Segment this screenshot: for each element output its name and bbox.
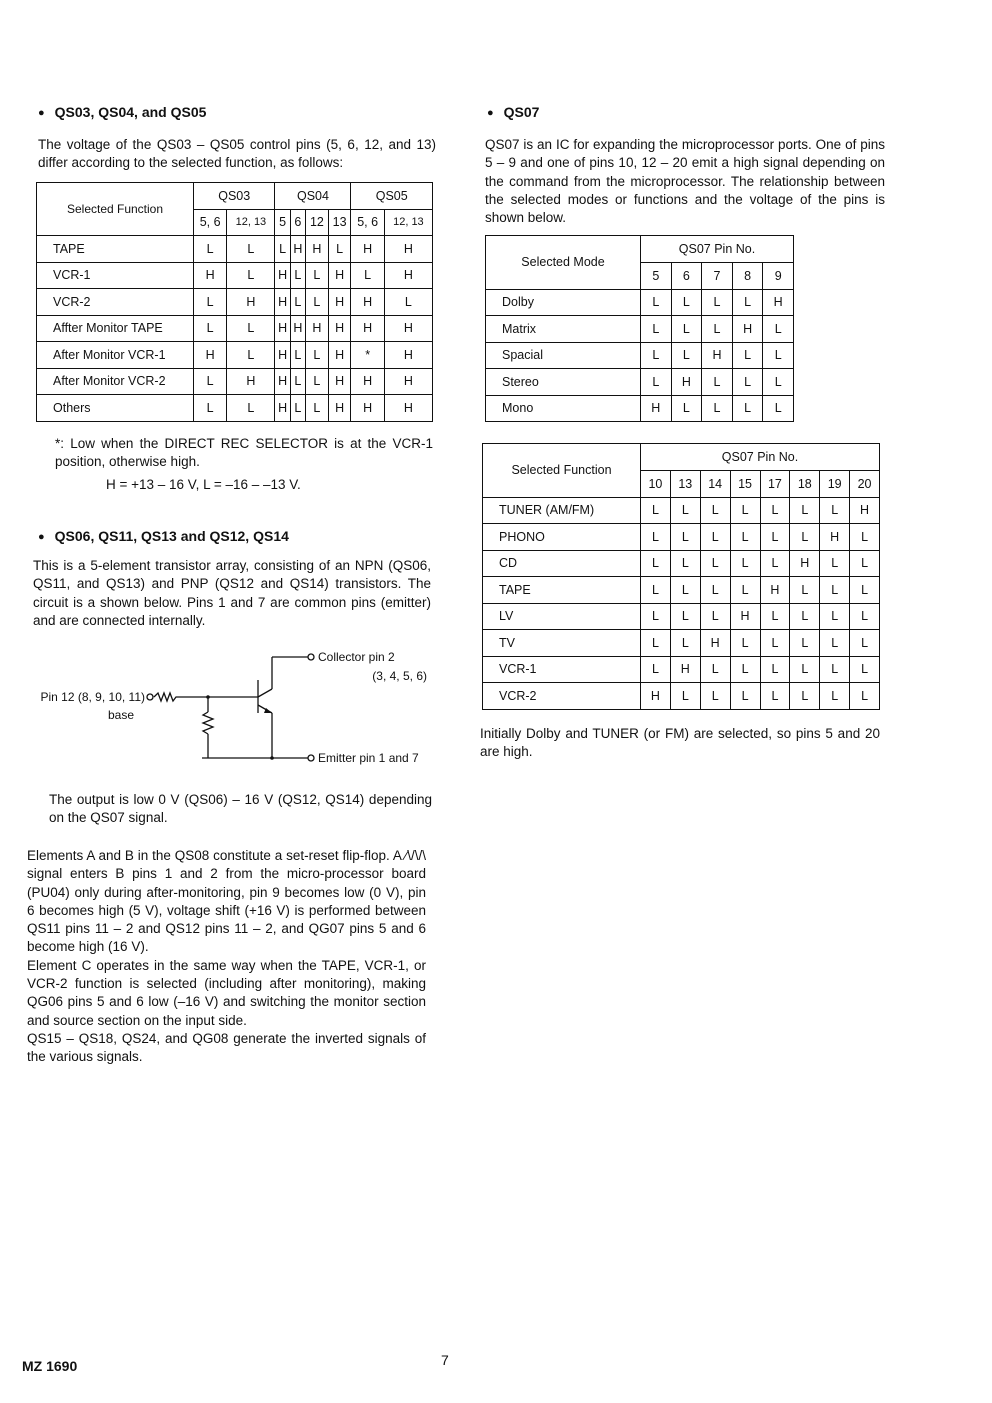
pin-header: 12, 13 <box>227 209 275 236</box>
table-row <box>483 683 880 710</box>
table-row <box>483 524 880 551</box>
row-label: LV <box>483 603 641 630</box>
table-cell: L <box>227 236 275 263</box>
table-cell: L <box>670 577 700 604</box>
table-cell: H <box>328 315 351 342</box>
base-label: base <box>108 708 135 722</box>
table-cell: L <box>384 289 432 316</box>
table-cell: L <box>641 550 671 577</box>
table-cell: L <box>790 577 820 604</box>
table-cell: L <box>328 236 351 263</box>
table-row <box>486 289 794 316</box>
table-cell: * <box>351 342 384 369</box>
note-voltage-levels: H = +13 – 16 V, L = –16 – –13 V. <box>106 477 301 492</box>
table-cell: L <box>820 656 850 683</box>
pin-header: 12, 13 <box>384 209 432 236</box>
table-row <box>37 236 433 263</box>
table-cell: H <box>702 342 733 369</box>
row-label: PHONO <box>483 524 641 551</box>
table-cell: H <box>351 236 384 263</box>
table-cell: L <box>790 683 820 710</box>
table-cell: H <box>290 315 305 342</box>
table-cell: L <box>702 395 733 422</box>
table-cell: L <box>732 289 763 316</box>
pin-header: 19 <box>820 471 850 498</box>
table-cell: L <box>194 315 227 342</box>
row-label: Dolby <box>486 289 641 316</box>
pin-header: 10 <box>641 471 671 498</box>
table-cell: L <box>790 524 820 551</box>
table-cell: L <box>641 316 672 343</box>
pin-header: 7 <box>702 263 733 290</box>
row-label: VCR-1 <box>483 656 641 683</box>
table-cell: L <box>820 577 850 604</box>
table-cell: L <box>194 289 227 316</box>
table-cell: L <box>732 369 763 396</box>
table-row <box>483 656 880 683</box>
row-label: VCR-2 <box>483 683 641 710</box>
table-cell: L <box>850 683 880 710</box>
table-cell: H <box>351 315 384 342</box>
row-label: Mono <box>486 395 641 422</box>
table-cell: L <box>790 497 820 524</box>
table-cell: L <box>730 683 760 710</box>
table-cell: L <box>730 550 760 577</box>
table-cell: L <box>763 342 794 369</box>
intro-qs07: QS07 is an IC for expanding the microprocessor ports. One of pins 5 – 9 and one of pins 10, 12 – 20 emit a high signal depending on the command from the microprocessor. The relationship between the selected modes or functions and the voltage of the pins is shown below. <box>485 137 885 226</box>
table-cell: H <box>275 342 290 369</box>
table-cell: L <box>275 236 290 263</box>
table-cell: L <box>670 603 700 630</box>
table-cell: L <box>641 289 672 316</box>
pin-header: 20 <box>850 471 880 498</box>
row-label: VCR-1 <box>37 262 194 289</box>
pin-header: 5 <box>275 209 290 236</box>
table-cell: L <box>700 550 730 577</box>
pin-header: 15 <box>730 471 760 498</box>
pin-header: 6 <box>290 209 305 236</box>
table-row <box>37 342 433 369</box>
model-number: MZ 1690 <box>22 1358 78 1374</box>
row-label: TAPE <box>483 577 641 604</box>
table-cell: H <box>227 289 275 316</box>
table-cell: L <box>820 603 850 630</box>
row-label: TAPE <box>37 236 194 263</box>
table-row <box>37 262 433 289</box>
table-cell: H <box>194 262 227 289</box>
table-cell: L <box>763 316 794 343</box>
pin-header: 5, 6 <box>194 209 227 236</box>
table-cell: H <box>290 236 305 263</box>
table-cell: L <box>351 262 384 289</box>
table-cell: L <box>641 630 671 657</box>
pin-header: 9 <box>763 263 794 290</box>
table-cell: H <box>641 683 671 710</box>
table-cell: H <box>328 395 351 422</box>
table-cell: L <box>730 524 760 551</box>
table-cell: L <box>820 683 850 710</box>
pin-header: 5, 6 <box>351 209 384 236</box>
table-cell: L <box>671 342 702 369</box>
table-cell: L <box>290 395 305 422</box>
table-row <box>486 342 794 369</box>
table-cell: L <box>700 577 730 604</box>
table-row <box>486 369 794 396</box>
table-cell: L <box>227 262 275 289</box>
table-cell: L <box>641 342 672 369</box>
table-cell: L <box>702 316 733 343</box>
table-cell: H <box>730 603 760 630</box>
table-cell: L <box>227 342 275 369</box>
table-cell: L <box>763 395 794 422</box>
table-cell: L <box>730 577 760 604</box>
section-heading-qs07: ● QS07 <box>487 104 539 120</box>
table-cell: L <box>850 550 880 577</box>
table-cell: H <box>351 289 384 316</box>
row-label: Spacial <box>486 342 641 369</box>
table-cell: L <box>671 289 702 316</box>
table-cell: L <box>763 369 794 396</box>
table-cell: H <box>328 289 351 316</box>
page-number: 7 <box>441 1352 449 1368</box>
table-cell: H <box>700 630 730 657</box>
table-cell: L <box>290 342 305 369</box>
table-cell: H <box>306 236 329 263</box>
row-label: Stereo <box>486 369 641 396</box>
table-row <box>483 577 880 604</box>
table-cell: L <box>702 289 733 316</box>
table-cell: L <box>730 630 760 657</box>
table-row <box>483 603 880 630</box>
table-cell: H <box>384 395 432 422</box>
table-cell: L <box>306 289 329 316</box>
table-cell: H <box>275 368 290 395</box>
table-cell: L <box>670 550 700 577</box>
pin-header: 13 <box>670 471 700 498</box>
qs07-function-table <box>482 443 880 710</box>
table-cell: L <box>820 497 850 524</box>
table-cell: L <box>850 603 880 630</box>
table-cell: L <box>641 497 671 524</box>
table-cell: H <box>328 368 351 395</box>
group-header: QS07 Pin No. <box>641 236 794 263</box>
pin-header: 6 <box>671 263 702 290</box>
table-cell: H <box>351 368 384 395</box>
row-label: TV <box>483 630 641 657</box>
table-cell: L <box>641 524 671 551</box>
table-cell: L <box>290 368 305 395</box>
table-cell: L <box>790 603 820 630</box>
table-row <box>486 395 794 422</box>
table-cell: L <box>820 630 850 657</box>
row-label: CD <box>483 550 641 577</box>
qs03-qs05-function-table <box>36 182 433 422</box>
table-row <box>486 316 794 343</box>
table-cell: L <box>850 656 880 683</box>
table-cell: L <box>290 262 305 289</box>
table-cell: L <box>700 497 730 524</box>
table-cell: L <box>730 497 760 524</box>
note-direct-rec: *: Low when the DIRECT REC SELECTOR is at the VCR-1 position, otherwise high. <box>55 436 433 470</box>
table-cell: H <box>328 342 351 369</box>
collector-pins-label: (3, 4, 5, 6) <box>372 669 427 683</box>
intro-transistor-array: This is a 5-element transistor array, consisting of an NPN (QS06, QS11, and QS13) and PNP (QS12 and QS14) transistors. The circuit is a shown below. Pins 1 and 7 are common pins (emitter) and are connected internally. <box>33 558 431 628</box>
table-corner: Selected Function <box>37 183 194 236</box>
row-label: After Monitor VCR-1 <box>37 342 194 369</box>
table-cell: H <box>763 289 794 316</box>
table-cell: L <box>670 524 700 551</box>
table-cell: L <box>700 683 730 710</box>
table-cell: L <box>227 395 275 422</box>
group-header: QS04 <box>275 183 351 210</box>
table-cell: H <box>384 368 432 395</box>
table-cell: L <box>700 524 730 551</box>
table-cell: L <box>850 630 880 657</box>
group-header: QS05 <box>351 183 433 210</box>
output-description: The output is low 0 V (QS06) – 16 V (QS12, QS14) depending on the QS07 signal. <box>49 792 432 826</box>
table-cell: H <box>275 395 290 422</box>
table-cell: H <box>820 524 850 551</box>
table-row <box>37 395 433 422</box>
table-cell: L <box>760 550 790 577</box>
table-cell: H <box>351 395 384 422</box>
table-row <box>37 368 433 395</box>
table-cell: H <box>384 236 432 263</box>
emitter-label: Emitter pin 1 and 7 <box>318 751 419 765</box>
table-row <box>483 497 880 524</box>
table-cell: H <box>671 369 702 396</box>
table-row <box>37 289 433 316</box>
table-row <box>37 315 433 342</box>
table-cell: L <box>641 369 672 396</box>
table-cell: L <box>671 316 702 343</box>
table-corner: Selected Mode <box>486 236 641 290</box>
table-cell: H <box>384 315 432 342</box>
body-text-block <box>27 847 426 1067</box>
section-heading-qs06-qs14: ● QS06, QS11, QS13 and QS12, QS14 <box>38 528 289 544</box>
pin-header: 17 <box>760 471 790 498</box>
transistor-circuit-diagram <box>18 640 448 775</box>
table-cell: L <box>306 342 329 369</box>
table-cell: L <box>641 603 671 630</box>
table-cell: L <box>732 342 763 369</box>
table-cell: L <box>641 577 671 604</box>
table-cell: H <box>275 289 290 316</box>
table-cell: H <box>194 342 227 369</box>
pin-header: 12 <box>306 209 329 236</box>
table-cell: L <box>850 524 880 551</box>
qs07-mode-table <box>485 235 794 422</box>
row-label: Affter Monitor TAPE <box>37 315 194 342</box>
table-cell: L <box>670 683 700 710</box>
collector-label: Collector pin 2 <box>318 650 395 664</box>
table-cell: H <box>275 262 290 289</box>
table-cell: H <box>384 342 432 369</box>
table-cell: L <box>194 395 227 422</box>
initial-selection-note: Initially Dolby and TUNER (or FM) are selected, so pins 5 and 20 are high. <box>480 726 880 760</box>
table-corner: Selected Function <box>483 444 641 498</box>
row-label: TUNER (AM/FM) <box>483 497 641 524</box>
row-label: VCR-2 <box>37 289 194 316</box>
table-cell: L <box>730 656 760 683</box>
table-cell: L <box>306 395 329 422</box>
intro-qs03-qs05: The voltage of the QS03 – QS05 control pins (5, 6, 12, and 13) differ according to the selected function, as follows: <box>38 137 436 171</box>
row-label: After Monitor VCR-2 <box>37 368 194 395</box>
table-cell: L <box>760 683 790 710</box>
row-label: Others <box>37 395 194 422</box>
table-cell: L <box>760 603 790 630</box>
table-cell: L <box>760 630 790 657</box>
table-cell: L <box>760 656 790 683</box>
table-cell: L <box>290 289 305 316</box>
table-cell: L <box>790 630 820 657</box>
table-cell: H <box>227 368 275 395</box>
pin-header: 14 <box>700 471 730 498</box>
paragraph-inverted-signals: QS15 – QS18, QS24, and QG08 generate the inverted signals of the various signals. <box>27 1030 426 1065</box>
table-cell: H <box>306 315 329 342</box>
table-cell: L <box>790 656 820 683</box>
table-cell: L <box>194 236 227 263</box>
pin-header: 18 <box>790 471 820 498</box>
table-cell: L <box>641 656 671 683</box>
pin-header: 13 <box>328 209 351 236</box>
table-cell: L <box>700 603 730 630</box>
table-cell: H <box>328 262 351 289</box>
paragraph-element-c: Element C operates in the same way when the TAPE, VCR-1, or VCR-2 function is selected (including after monitoring), making QG06 pins 5 and 6 low (–16 V) and switching the monitor section and source section on the input side. <box>27 957 426 1028</box>
paragraph-flip-flop: Elements A and B in the QS08 constitute a set-reset flip-flop. A ⁄\/\/\ signal enters B pins 1 and 2 from the micro-processor board (PU04) only during after-monitoring, pin 9 becomes low (0 V), pin 6 becomes high (5 V), voltage shift (+16 V) is performed between QS11 pins 11 – 2 and QS12 pins 11 – 2, and QG07 pins 5 and 6 become high (16 V). <box>27 848 426 955</box>
group-header: QS03 <box>194 183 275 210</box>
table-cell: L <box>670 497 700 524</box>
table-row <box>483 550 880 577</box>
table-cell: H <box>384 262 432 289</box>
table-cell: L <box>194 368 227 395</box>
table-cell: H <box>732 316 763 343</box>
table-cell: L <box>760 524 790 551</box>
table-cell: H <box>641 395 672 422</box>
table-cell: H <box>790 550 820 577</box>
table-cell: H <box>275 315 290 342</box>
table-row <box>483 630 880 657</box>
table-cell: H <box>760 577 790 604</box>
table-cell: H <box>670 656 700 683</box>
table-cell: L <box>850 577 880 604</box>
pin-header: 5 <box>641 263 672 290</box>
pin-header: 8 <box>732 263 763 290</box>
input-pin-label: Pin 12 (8, 9, 10, 11) <box>40 690 145 704</box>
row-label: Matrix <box>486 316 641 343</box>
table-cell: H <box>850 497 880 524</box>
table-cell: L <box>306 262 329 289</box>
table-cell: L <box>227 315 275 342</box>
table-cell: L <box>820 550 850 577</box>
table-cell: L <box>702 369 733 396</box>
group-header: QS07 Pin No. <box>641 444 880 471</box>
table-cell: L <box>732 395 763 422</box>
table-cell: L <box>760 497 790 524</box>
section-heading-qs03-qs05: ● QS03, QS04, and QS05 <box>38 104 206 120</box>
table-cell: L <box>670 630 700 657</box>
table-cell: L <box>306 368 329 395</box>
table-cell: L <box>700 656 730 683</box>
table-cell: L <box>671 395 702 422</box>
